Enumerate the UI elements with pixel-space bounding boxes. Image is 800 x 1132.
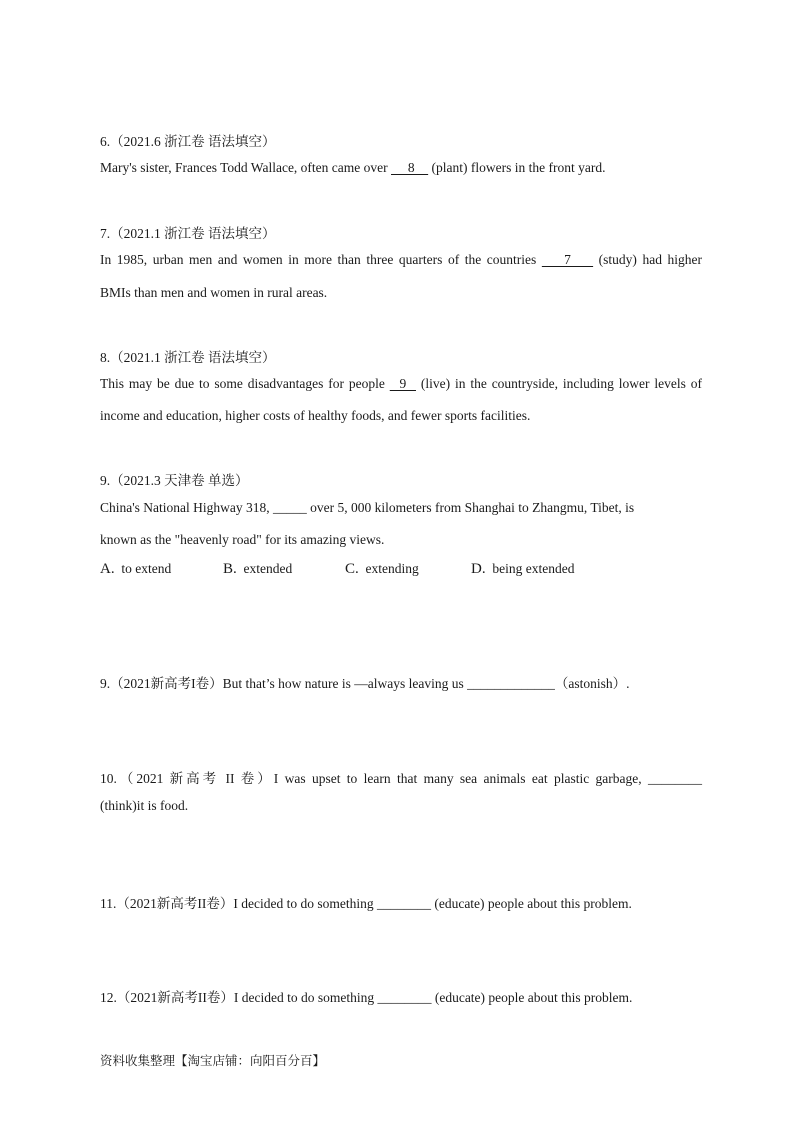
q6-text <box>100 160 605 176</box>
q7-line2: BMIs than men and women in rural areas. <box>100 285 328 300</box>
q10-line2: (think)it is food. <box>100 798 189 813</box>
q9a-text-before: China's National Highway 318, <box>100 500 274 515</box>
q9a-header: 9.（2021.3 天津卷 单选） <box>100 473 249 488</box>
q9a-option-a[interactable] <box>100 561 171 578</box>
q7-header: 7.（2021.1 浙江卷 语法填空） <box>100 226 276 241</box>
q9a-option-c-key: C. <box>345 561 359 577</box>
q9a-option-b-text: extended <box>243 561 293 576</box>
q12-text: 12.（2021新高考II卷）I decided to do something ________ (educate) people about this problem. <box>100 990 633 1005</box>
q9a-option-c[interactable] <box>345 561 419 578</box>
q9b-text: 9.（2021新高考I卷）But that’s how nature is —always leaving us _____________（astonish）. <box>100 676 630 691</box>
q7-text-before: In 1985, urban men and women in more than three quarters of the countries <box>100 252 542 267</box>
footer-source: 资料收集整理【淘宝店铺：向阳百分百】 <box>100 1053 326 1068</box>
q7-blank: 7 <box>541 252 594 267</box>
q9a-option-b-key: B. <box>223 561 237 577</box>
q9a-text-after: over 5, 000 kilometers from Shanghai to Zhangmu, Tibet, is <box>306 500 635 515</box>
q8-text-before: This may be due to some disadvantages for people <box>100 376 390 391</box>
q9a-option-a-text: to extend <box>121 561 172 576</box>
q9a-line2: known as the "heavenly road" for its amazing views. <box>100 532 385 547</box>
q9a-option-d-key: D. <box>471 561 486 577</box>
q8-text-after: (live) in the countryside, including lower levels of <box>415 376 702 391</box>
q9a-option-d-text: being extended <box>492 561 575 576</box>
q6-text-before: Mary's sister, Frances Todd Wallace, often came over <box>100 160 392 175</box>
q8-blank: 9 <box>389 376 416 391</box>
q9a-option-b[interactable] <box>223 561 292 578</box>
q9a-option-a-key: A. <box>100 561 115 577</box>
q10-line1: 10.（2021 新高考 II 卷）I was upset to learn that many sea animals eat plastic garbage, ________ <box>100 771 702 786</box>
q8-line2: income and education, higher costs of healthy foods, and fewer sports facilities. <box>100 408 531 423</box>
q11-text: 11.（2021新高考II卷）I decided to do something ________ (educate) people about this problem. <box>100 896 632 911</box>
q7-line1 <box>100 252 702 268</box>
q9a-blank: _____ <box>273 500 307 515</box>
q6-header: 6.（2021.6 浙江卷 语法填空） <box>100 134 276 149</box>
q9a-option-d[interactable] <box>471 561 574 578</box>
q9a-option-c-text: extending <box>365 561 419 576</box>
q8-line1 <box>100 376 702 392</box>
q9a-line1 <box>100 500 634 516</box>
q7-text-after: (study) had higher <box>593 252 703 267</box>
q6-blank: 8 <box>391 160 429 175</box>
q6-text-after: (plant) flowers in the front yard. <box>428 160 606 175</box>
q8-header: 8.（2021.1 浙江卷 语法填空） <box>100 350 276 365</box>
